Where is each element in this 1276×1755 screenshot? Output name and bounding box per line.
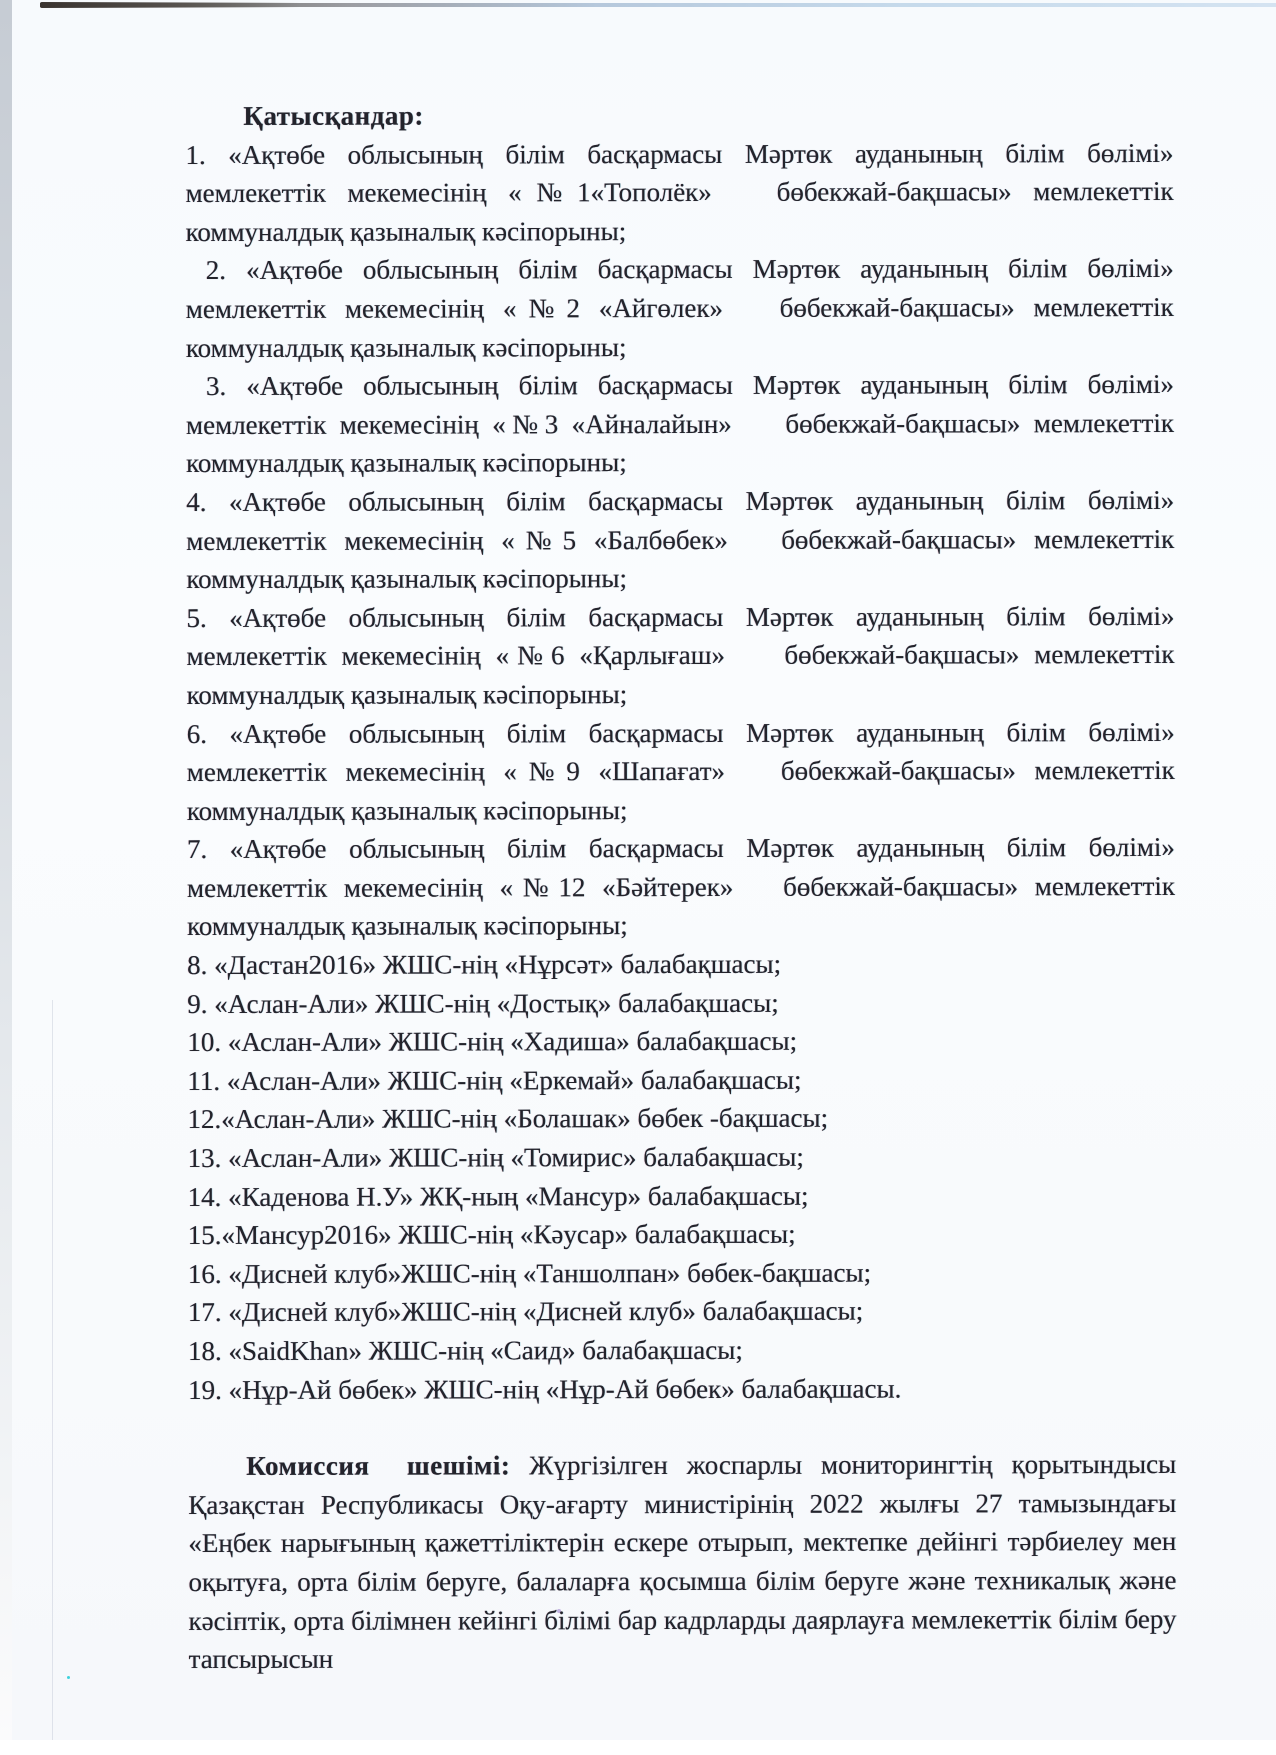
participant-item: 11. «Аслан-Али» ЖШС-нің «Еркемай» балабақшасы; [187, 1064, 802, 1096]
page-fold-shadow [52, 1000, 53, 1740]
participant-item: 18. «SaidKhan» ЖШС-нің «Саид» балабақшасы; [187, 1334, 743, 1367]
participant-item: 2. «Ақтөбе облысының білім басқармасы Мәртөк ауданының білім бөлімі» мемлекеттік мекемесінің «№2 «Айгөлек» бөбекжай-бақшасы» мемлекеттік коммуналдық қазыналық кәсіпорыны; [185, 253, 1181, 363]
participant-item: 7. «Ақтөбе облысының білім басқармасы Мәртөк ауданының білім бөлімі» мемлекеттік мекемесінің «№12 «Бәйтерек» бөбекжай-бақшасы» мемлекеттік коммуналдық қазыналық кәсіпорыны; [186, 832, 1182, 942]
participant-item: 5. «Ақтөбе облысының білім басқармасы Мәртөк ауданының білім бөлімі» мемлекеттік мекемесінің «№6 «Қарлығаш» бөбекжай-бақшасы» мемлекеттік коммуналдық қазыналық кәсіпорыны; [186, 600, 1182, 710]
scan-speck [67, 1676, 70, 1679]
commission-decision-paragraph [188, 1445, 1184, 1679]
commission-decision-label: Комиссия шешімі: [246, 1450, 511, 1482]
scanned-document-page [12, 0, 1276, 1740]
participant-item: 8. «Дастан2016» ЖШС-нің «Нұрсәт» балабақшасы; [187, 948, 782, 981]
participant-item: 14. «Каденова Н.У» ЖҚ-ның «Мансур» балабақшасы; [187, 1180, 809, 1212]
participants-heading: Қатысқандар: [243, 100, 424, 131]
commission-decision-text: Жүргізілген жоспарлы мониторингтің қорытындысы Қазақстан Республикасы Оқу-ағарту министірінің 2022 жылғы 27 тамызындағы «Еңбек нарығының қажеттіліктерін ескере отырып, мектепке дейінгі тәрбиелеу мен оқытуға, орта білім беруге, балаларға қосымша білім беруге және техникалық және кәсіптік, орта білімнен кейінгі білімі бар кадрларды даярлауға мемлекеттік білім беру тапсырысын [188, 1449, 1184, 1675]
participant-item: 16. «Дисней клуб»ЖШС-нің «Таншолпан» бөбек-бақшасы; [187, 1257, 872, 1289]
participant-item: 17. «Дисней клуб»ЖШС-нің «Дисней клуб» балабақшасы; [187, 1296, 864, 1328]
scanner-edge-strip [0, 0, 12, 1740]
participant-item: 10. «Аслан-Али» ЖШС-нің «Хадиша» балабақшасы; [187, 1026, 798, 1058]
participant-item: 15.«Мансур2016» ЖШС-нің «Кәусар» балабақшасы; [187, 1218, 796, 1251]
participant-item: 1. «Ақтөбе облысының білім басқармасы Мәртөк ауданының білім бөлімі» мемлекеттік мекемесінің «№1«Тополёк» бөбекжай-бақшасы» мемлекеттік коммуналдық қазыналық кәсіпорыны; [185, 137, 1181, 247]
participant-item: 9. «Аслан-Али» ЖШС-нің «Достық» балабақшасы; [187, 987, 779, 1019]
document-content [185, 95, 1184, 1679]
participant-item: 13. «Аслан-Али» ЖШС-нің «Томирис» балабақшасы; [187, 1141, 804, 1174]
participant-item: 12.«Аслан-Али» ЖШС-нің «Болашак» бөбек -бақшасы; [187, 1103, 829, 1135]
participant-item: 4. «Ақтөбе облысының білім басқармасы Мәртөк ауданының білім бөлімі» мемлекеттік мекемесінің «№5 «Балбөбек» бөбекжай-бақшасы» мемлекеттік коммуналдық қазыналық кәсіпорыны; [186, 484, 1182, 595]
scan-top-edge-shadow [40, 2, 300, 8]
participants-list [185, 134, 1182, 1410]
participant-item: 3. «Ақтөбе облысының білім басқармасы Мәртөк ауданының білім бөлімі» мемлекеттік мекемесінің «№3 «Айналайын» бөбекжай-бақшасы» мемлекеттік коммуналдық қазыналық кәсіпорыны; [185, 369, 1181, 479]
participant-item: 6. «Ақтөбе облысының білім басқармасы Мәртөк ауданының білім бөлімі» мемлекеттік мекемесінің «№9 «Шапағат» бөбекжай-бақшасы» мемлекеттік коммуналдық қазыналық кәсіпорыны; [186, 716, 1182, 826]
participant-item: 19. «Нұр-Ай бөбек» ЖШС-нің «Нұр-Ай бөбек» балабақшасы. [188, 1373, 902, 1405]
